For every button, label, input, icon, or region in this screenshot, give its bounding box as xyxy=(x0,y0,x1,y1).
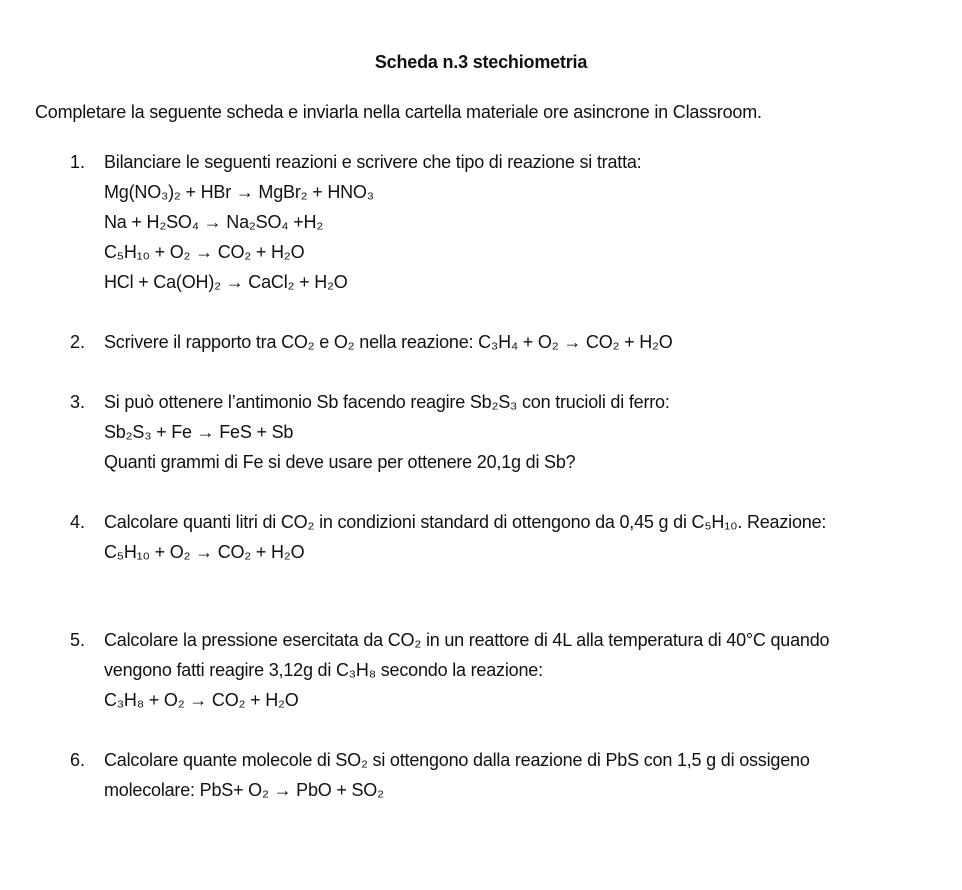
q5-text-line-2: vengono fatti reagire 3,12g di C₃H₈ secondo la reazione: xyxy=(104,660,543,680)
q6-text-line-2: molecolare: PbS+ O₂ → PbO + SO₂ xyxy=(104,780,384,800)
q5-equation: C₃H₈ + O₂ → CO₂ + H₂O xyxy=(104,690,299,710)
page-title: Scheda n.3 stechiometria xyxy=(374,52,588,72)
q1-equation-1: Mg(NO₃)₂ + HBr → MgBr₂ + HNO₃ xyxy=(104,182,374,202)
q1-equation-3: C₅H₁₀ + O₂ → CO₂ + H₂O xyxy=(104,242,305,262)
q2-number: 2. xyxy=(70,332,86,352)
q3-equation: Sb₂S₃ + Fe → FeS + Sb xyxy=(104,422,294,442)
q4-equation: C₅H₁₀ + O₂ → CO₂ + H₂O xyxy=(104,542,305,562)
q6-number: 6. xyxy=(70,750,86,770)
q3-text: Si può ottenere l’antimonio Sb facendo reagire Sb₂S₃ con trucioli di ferro: xyxy=(104,392,670,412)
q1-text: Bilanciare le seguenti reazioni e scrivere che tipo di reazione si tratta: xyxy=(104,152,642,172)
q1-equation-2: Na + H₂SO₄ → Na₂SO₄ +H₂ xyxy=(104,212,324,232)
q1-number: 1. xyxy=(70,152,86,172)
q6-text-line-1: Calcolare quante molecole di SO₂ si ottengono dalla reazione di PbS con 1,5 g di ossigeno xyxy=(104,750,810,770)
q5-number: 5. xyxy=(70,630,86,650)
intro-text: Completare la seguente scheda e inviarla nella cartella materiale ore asincrone in Classroom. xyxy=(35,102,762,122)
q1-equation-4: HCl + Ca(OH)₂ → CaCl₂ + H₂O xyxy=(104,272,348,292)
q3-number: 3. xyxy=(70,392,86,412)
q2-text: Scrivere il rapporto tra CO₂ e O₂ nella reazione: C₃H₄ + O₂ → CO₂ + H₂O xyxy=(104,332,673,352)
q4-number: 4. xyxy=(70,512,86,532)
q5-text-line-1: Calcolare la pressione esercitata da CO₂ in un reattore di 4L alla temperatura di 40°C quando xyxy=(104,630,830,650)
q4-text: Calcolare quanti litri di CO₂ in condizioni standard di ottengono da 0,45 g di C₅H₁₀. Reazione: xyxy=(104,512,827,532)
q3-question: Quanti grammi di Fe si deve usare per ottenere 20,1g di Sb? xyxy=(104,452,576,472)
